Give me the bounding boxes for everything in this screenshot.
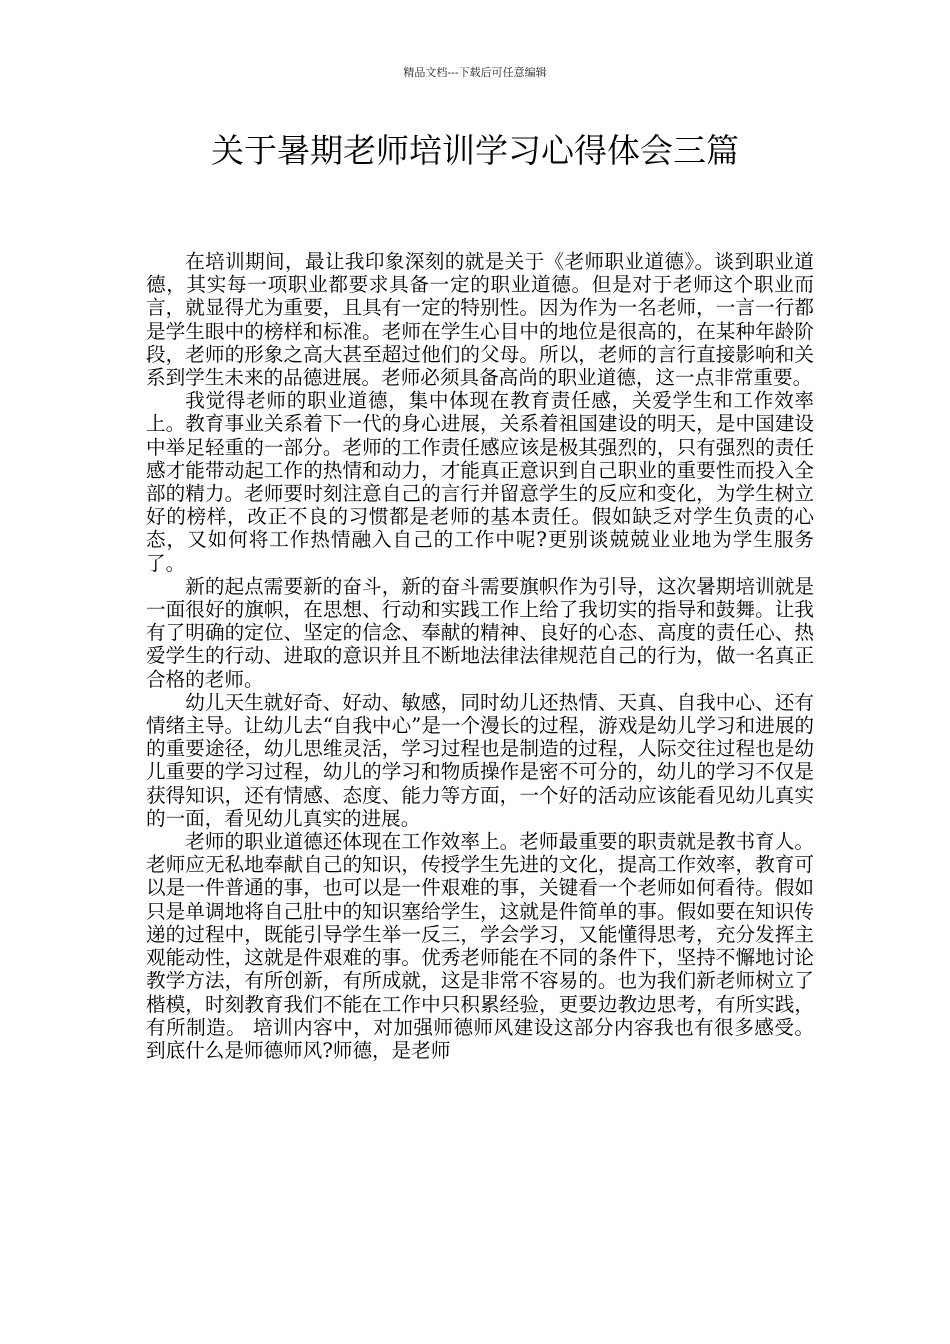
paragraph-2: 我觉得老师的职业道德，集中体现在教育责任感，关爱学生和工作效率上。教育事业关系着下一代的身心进展，关系着祖国建设的明天，是中国建设中举足轻重的一部分。老师的工作责任感应该是极其强烈的，只有强烈的责任感才能带动起工作的热情和动力，才能真正意识到自己职业的重要性而投入全部的精力。老师要时刻注意自己的言行并留意学生的反应和变化，为学生树立好的榜样，改正不良的习惯都是老师的基本责任。假如缺乏对学生负责的心态，又如何将工作热情融入自己的工作中呢?更别谈兢兢业业地为学生服务了。 xyxy=(146,389,814,575)
paragraph-5: 老师的职业道德还体现在工作效率上。老师最重要的职责就是教书育人。老师应无私地奉献自己的知识，传授学生先进的文化，提高工作效率，教育可以是一件普通的事，也可以是一件艰难的事，关键看一个老师如何看待。假如只是单调地将自己肚中的知识塞给学生，这就是件简单的事。假如要在知识传递的过程中，既能引导学生举一反三，学会学习，又能懂得思考，充分发挥主观能动性，这就是件艰难的事。优秀老师能在不同的条件下，坚持不懈地讨论教学方法，有所创新，有所成就，这是非常不容易的。也为我们新老师树立了楷模，时刻教育我们不能在工作中只积累经验，更要边教边思考，有所实践，有所制造。 培训内容中，对加强师德师风建设这部分内容我也有很多感受。到底什么是师德师风?师德，是老师 xyxy=(146,830,814,1062)
header-note: 精品文档---下载后可任意编辑 xyxy=(403,66,547,79)
document-title: 关于暑期老师培训学习心得体会三篇 xyxy=(211,131,739,170)
paragraph-4: 幼儿天生就好奇、好动、敏感，同时幼儿还热情、天真、自我中心、还有情绪主导。让幼儿去“自我中心”是一个漫长的过程，游戏是幼儿学习和进展的的重要途径，幼儿思维灵活，学习过程也是制造的过程，人际交往过程也是幼儿重要的学习过程，幼儿的学习和物质操作是密不可分的，幼儿的学习不仅是获得知识，还有情感、态度、能力等方面，一个好的活动应该能看见幼儿真实的一面，看见幼儿真实的进展。 xyxy=(146,690,814,830)
paragraph-1: 在培训期间，最让我印象深刻的就是关于《老师职业道德》。谈到职业道德，其实每一项职业都要求具备一定的职业道德。但是对于老师这个职业而言，就显得尤为重要，且具有一定的特别性。因为作为一名老师，一言一行都是学生眼中的榜样和标准。老师在学生心目中的地位是很高的，在某种年龄阶段，老师的形象之高大甚至超过他们的父母。所以，老师的言行直接影响和关系到学生未来的品德进展。老师必须具备高尚的职业道德，这一点非常重要。 xyxy=(146,250,814,390)
document-body xyxy=(146,250,814,1062)
paragraph-3: 新的起点需要新的奋斗，新的奋斗需要旗帜作为引导，这次暑期培训就是一面很好的旗帜，在思想、行动和实践工作上给了我切实的指导和鼓舞。让我有了明确的定位、坚定的信念、奉献的精神、良好的心态、高度的责任心、热爱学生的行动、进取的意识并且不断地法律法律规范自己的行为，做一名真正合格的老师。 xyxy=(146,574,814,691)
